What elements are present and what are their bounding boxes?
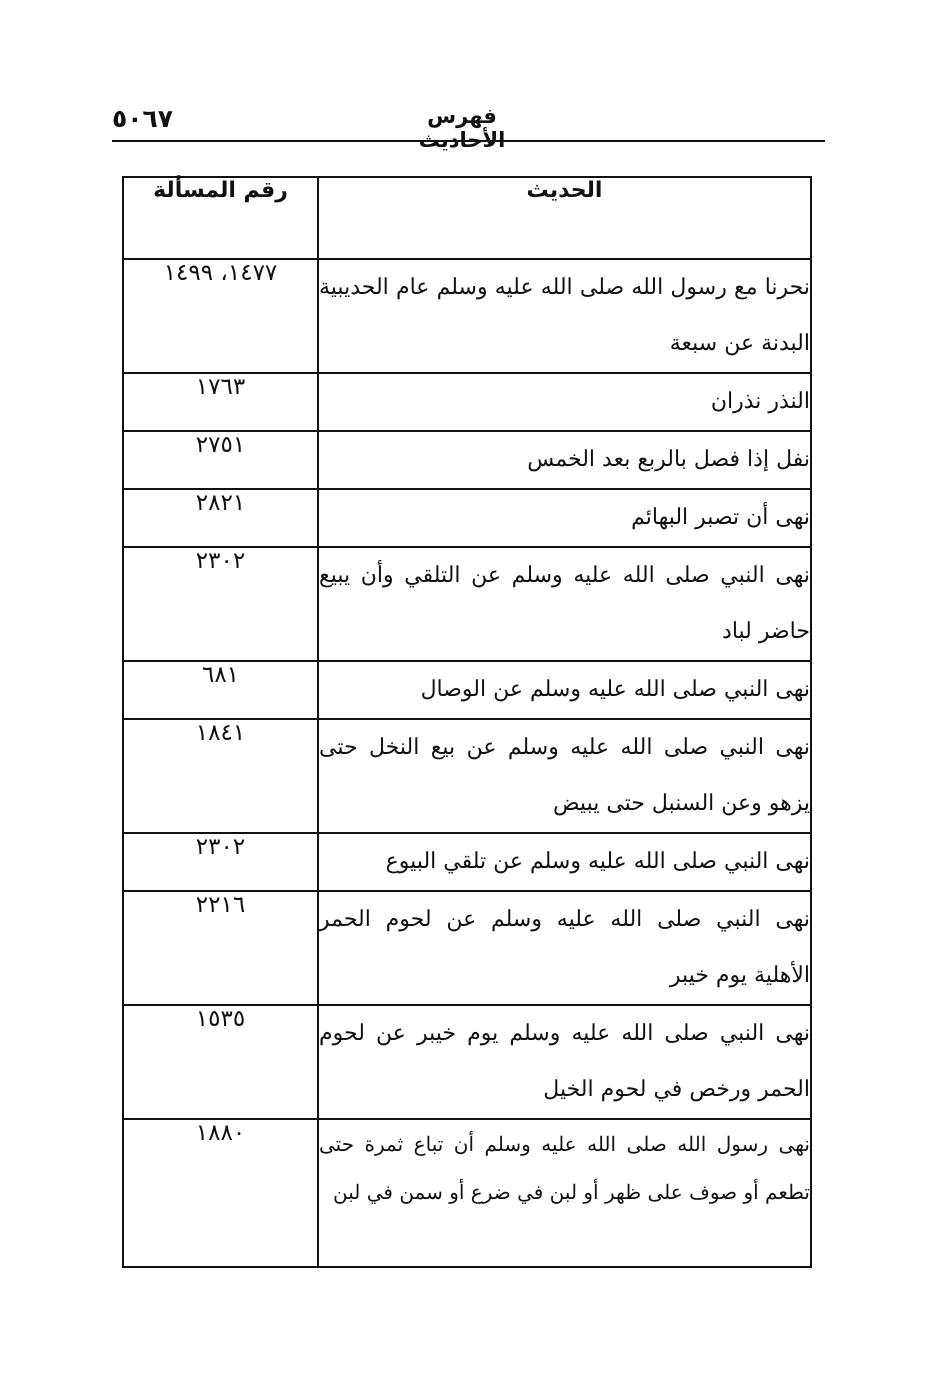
issue-number-cell: ١٨٨٠ [123, 1119, 318, 1267]
hadith-cell: نهى النبي صلى الله عليه وسلم عن تلقي البيوع [318, 833, 811, 891]
hadith-index-table [122, 176, 812, 1268]
column-header-hadith: الحديث [318, 177, 811, 259]
running-title: فهرس الأحاديث [418, 104, 506, 152]
hadith-cell: نهى النبي صلى الله عليه وسلم عن بيع النخل حتى يزهو وعن السنبل حتى يبيض [318, 719, 811, 833]
issue-number-cell: ٦٨١ [123, 661, 318, 719]
page-header [112, 96, 825, 152]
table-row [123, 1119, 811, 1267]
issue-number-cell: ١٧٦٣ [123, 373, 318, 431]
table-row [123, 489, 811, 547]
column-header-issue-number: رقم المسألة [123, 177, 318, 259]
issue-number-cell: ١٨٤١ [123, 719, 318, 833]
issue-number-cell: ٢٣٠٢ [123, 833, 318, 891]
hadith-cell: نحرنا مع رسول الله صلى الله عليه وسلم عام الحديبية البدنة عن سبعة [318, 259, 811, 373]
hadith-cell: نهى النبي صلى الله عليه وسلم عن لحوم الحمر الأهلية يوم خيبر [318, 891, 811, 1005]
table-row [123, 431, 811, 489]
hadith-cell: نهى أن تصبر البهائم [318, 489, 811, 547]
issue-number-cell: ١٤٧٧، ١٤٩٩ [123, 259, 318, 373]
table-row [123, 661, 811, 719]
table-row [123, 719, 811, 833]
table-row [123, 891, 811, 1005]
hadith-cell: نهى رسول الله صلى الله عليه وسلم أن تباع ثمرة حتى تطعم أو صوف على ظهر أو لبن في ضرع أو سمن في لبن [318, 1119, 811, 1267]
hadith-cell: نهى النبي صلى الله عليه وسلم عن الوصال [318, 661, 811, 719]
page-number: ٥٠٦٧ [112, 104, 174, 133]
issue-number-cell: ٢٧٥١ [123, 431, 318, 489]
issue-number-cell: ٢٨٢١ [123, 489, 318, 547]
hadith-cell: نفل إذا فصل بالربع بعد الخمس [318, 431, 811, 489]
issue-number-cell: ٢٢١٦ [123, 891, 318, 1005]
issue-number-cell: ١٥٣٥ [123, 1005, 318, 1119]
hadith-cell: النذر نذران [318, 373, 811, 431]
header-rule [112, 140, 825, 142]
table-row [123, 833, 811, 891]
table-row [123, 1005, 811, 1119]
hadith-cell: نهى النبي صلى الله عليه وسلم يوم خيبر عن لحوم الحمر ورخص في لحوم الخيل [318, 1005, 811, 1119]
table-row [123, 547, 811, 661]
table-header-row [123, 177, 811, 259]
table-row [123, 259, 811, 373]
issue-number-cell: ٢٣٠٢ [123, 547, 318, 661]
hadith-cell: نهى النبي صلى الله عليه وسلم عن التلقي وأن يبيع حاضر لباد [318, 547, 811, 661]
table-row [123, 373, 811, 431]
